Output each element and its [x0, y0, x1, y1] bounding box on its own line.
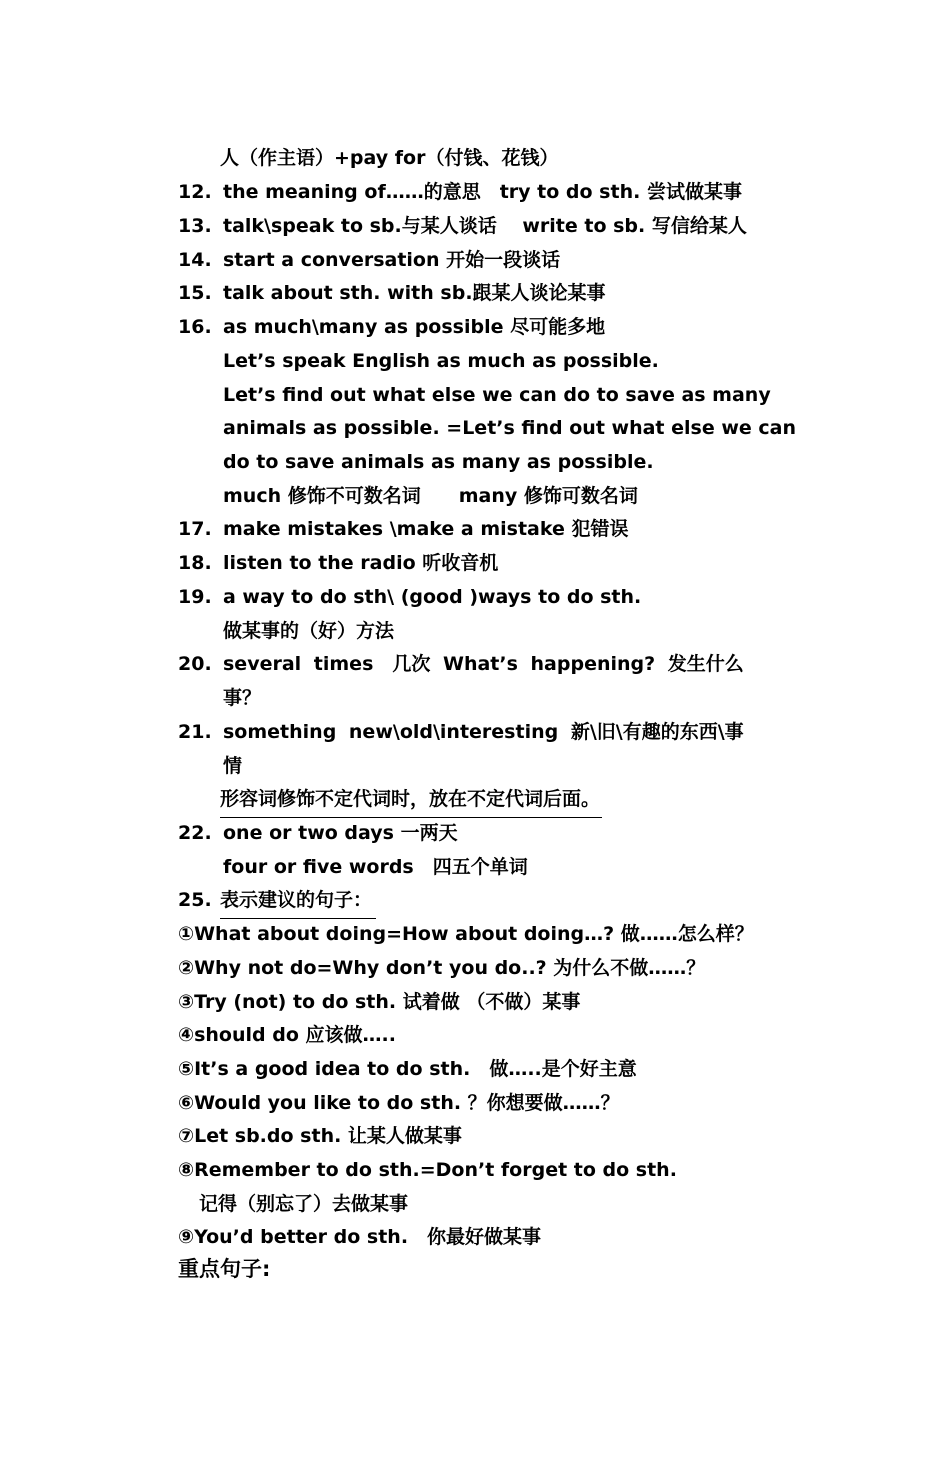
- note-text: much 修饰不可数名词 many 修饰可数名词: [223, 485, 638, 507]
- underlined-rule: 形容词修饰不定代词时，放在不定代词后面。: [220, 782, 602, 818]
- section-title: 表示建议的句子：: [220, 883, 376, 919]
- item-text-continued: 事？: [223, 687, 262, 709]
- list-item-17: [178, 512, 778, 546]
- text-line: [178, 1187, 778, 1221]
- suggestion-item: [178, 1153, 778, 1187]
- example-sentence: Let’s find out what else we can do to save as many: [223, 384, 771, 406]
- item-text: several times 几次 What’s happening? 发生什么: [223, 653, 744, 675]
- item-text: talk about sth. with sb.跟某人谈论某事: [223, 282, 606, 304]
- item-number: 20.: [178, 653, 212, 675]
- item-text: one or two days 一两天: [223, 822, 458, 844]
- item-number: 19.: [178, 586, 212, 608]
- text-line: [178, 782, 778, 816]
- item-text: a way to do sth\ (good )ways to do sth.: [223, 586, 642, 608]
- list-item-25: [178, 883, 778, 917]
- item-number: 17.: [178, 518, 212, 540]
- suggestion-item: [178, 1119, 778, 1153]
- list-item-18: [178, 546, 778, 580]
- suggestion-text: ⑦Let sb.do sth. 让某人做某事: [178, 1125, 462, 1147]
- item-number: 25.: [178, 889, 212, 911]
- list-item-22: [178, 816, 778, 850]
- item-number: 12.: [178, 181, 212, 203]
- example-sentence: animals as possible. =Let’s find out what else we can: [223, 417, 796, 439]
- item-number: 14.: [178, 249, 212, 271]
- suggestion-text: ①What about doing=How about doing…? 做……怎么样？: [178, 923, 754, 945]
- suggestion-text: ⑨You’d better do sth. 你最好做某事: [178, 1226, 542, 1248]
- suggestion-text: ②Why not do=Why don’t you do..? 为什么不做……？: [178, 957, 706, 979]
- list-item-16: [178, 310, 778, 344]
- item-number: 13.: [178, 215, 212, 237]
- suggestion-item: [178, 1018, 778, 1052]
- text-line: [178, 344, 778, 378]
- item-number: 15.: [178, 282, 212, 304]
- note-text: four or five words 四五个单词: [223, 856, 528, 878]
- example-sentence: do to save animals as many as possible.: [223, 451, 654, 473]
- text-line: [178, 141, 778, 175]
- item-number: 22.: [178, 822, 212, 844]
- list-item-13: [178, 209, 778, 243]
- text-line: [178, 681, 778, 715]
- item-text: the meaning of……的意思 try to do sth. 尝试做某事: [223, 181, 742, 203]
- section-heading: [178, 1252, 778, 1286]
- text-line: [178, 614, 778, 648]
- list-item-20: [178, 647, 778, 681]
- item-text: talk\speak to sb.与某人谈话 write to sb. 写信给某人: [223, 215, 747, 237]
- list-item-15: [178, 276, 778, 310]
- note-text: 做某事的（好）方法: [223, 620, 395, 642]
- suggestion-item: [178, 951, 778, 985]
- item-text-continued: 情: [223, 755, 243, 777]
- list-item-14: [178, 243, 778, 277]
- suggestion-item: [178, 1220, 778, 1254]
- item-number: 21.: [178, 721, 212, 743]
- text-line: [178, 378, 778, 412]
- suggestion-translation: 记得（别忘了）去做某事: [199, 1193, 409, 1215]
- suggestion-item: [178, 1052, 778, 1086]
- list-item-12: [178, 175, 778, 209]
- suggestion-item: [178, 917, 778, 951]
- line-text: 人（作主语）+pay for（付钱、花钱）: [220, 147, 559, 169]
- suggestion-item: [178, 1086, 778, 1120]
- item-number: 16.: [178, 316, 212, 338]
- item-text: start a conversation 开始一段谈话: [223, 249, 561, 271]
- suggestion-item: [178, 985, 778, 1019]
- suggestion-text: ④should do 应该做…..: [178, 1024, 396, 1046]
- item-text: something new\old\interesting 新\旧\有趣的东西\事: [223, 721, 744, 743]
- item-text: listen to the radio 听收音机: [223, 552, 499, 574]
- example-sentence: Let’s speak English as much as possible.: [223, 350, 659, 372]
- suggestion-text: ⑧Remember to do sth.=Don’t forget to do sth.: [178, 1159, 677, 1181]
- suggestion-text: ⑥Would you like to do sth. ？你想要做……？: [178, 1092, 620, 1114]
- item-text: make mistakes \make a mistake 犯错误: [223, 518, 629, 540]
- item-number: 18.: [178, 552, 212, 574]
- text-line: [178, 479, 778, 513]
- text-line: [178, 445, 778, 479]
- item-text: as much\many as possible 尽可能多地: [223, 316, 606, 338]
- text-line: [178, 749, 778, 783]
- list-item-21: [178, 715, 778, 749]
- suggestion-text: ③Try (not) to do sth. 试着做 （不做）某事: [178, 991, 581, 1013]
- suggestion-text: ⑤It’s a good idea to do sth. 做…..是个好主意: [178, 1058, 637, 1080]
- text-line: [178, 850, 778, 884]
- text-line: [178, 411, 796, 445]
- heading-text: 重点句子:: [178, 1257, 271, 1281]
- list-item-19: [178, 580, 778, 614]
